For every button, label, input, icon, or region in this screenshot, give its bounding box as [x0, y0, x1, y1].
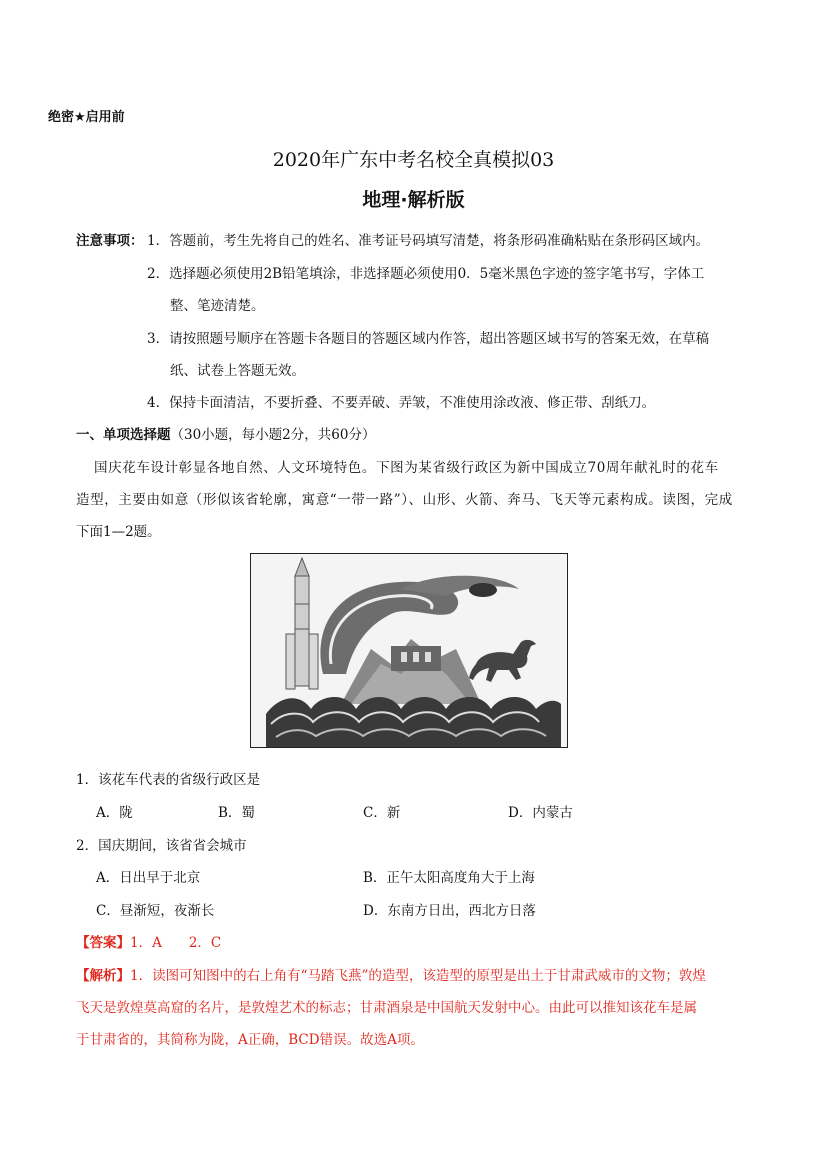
analysis-label: 【解析】: [76, 968, 130, 984]
question-2-option-a: A．日出早于北京: [96, 870, 201, 886]
page-subtitle: 地理·解析版: [362, 189, 465, 211]
note-item-4: 4．保持卡面清洁，不要折叠、不要弄破、弄皱，不准使用涂改液、修正带、刮纸刀。: [147, 395, 656, 411]
intro-line-1: 国庆花车设计彰显各地自然、人文环境特色。下图为某省级行政区为新中国成立70周年献礼时的花车: [94, 460, 719, 476]
page-title: 2020年广东中考名校全真模拟03: [272, 149, 555, 171]
section-heading-title: 一、单项选择题: [76, 427, 171, 443]
section-heading-note: （30小题，每小题2分，共60分）: [170, 427, 376, 443]
intro-line-2: 造型，主要由如意（形似该省轮廓，寓意“一带一路”）、山形、火箭、奔马、飞天等元素构成。读图，完成: [76, 492, 733, 508]
question-1-option-b: B．蜀: [218, 805, 255, 821]
parade-float-image: [250, 553, 568, 748]
note-item-2-cont: 整、笔迹清楚。: [170, 298, 265, 314]
analysis-line-1: [76, 964, 706, 984]
note-item-3-cont: 纸、试卷上答题无效。: [170, 363, 305, 379]
question-1-stem: 1．该花车代表的省级行政区是: [76, 772, 261, 788]
intro-line-3: 下面1—2题。: [76, 524, 161, 540]
analysis-line-2: 飞天是敦煌莫高窟的名片，是敦煌艺术的标志；甘肃酒泉是中国航天发射中心。由此可以推知该花车是属: [76, 1000, 697, 1016]
notes-label: 注意事项：: [76, 233, 144, 249]
note-item-2: 2．选择题必须使用2B铅笔填涂，非选择题必须使用0．5毫米黑色字迹的签字笔书写，字体工: [147, 266, 705, 282]
question-2-option-c: C．昼渐短，夜渐长: [96, 903, 215, 919]
question-1-option-c: C．新: [363, 805, 401, 821]
answer-text: 1．A 2．C: [130, 935, 222, 951]
question-1-option-d: D．内蒙古: [508, 805, 573, 821]
question-2-option-b: B．正午太阳高度角大于上海: [363, 870, 535, 886]
analysis-line-3: 于甘肃省的，其简称为陇，A正确，BCD错误。故选A项。: [76, 1032, 424, 1048]
secret-label: 绝密★启用前: [48, 110, 125, 125]
answer-line: [76, 931, 221, 951]
note-item-1: 1．答题前，考生先将自己的姓名、准考证号码填写清楚，将条形码准确粘贴在条形码区域内。: [147, 233, 710, 249]
answer-label: 【答案】: [76, 935, 130, 951]
question-1-option-a: A．陇: [96, 805, 133, 821]
question-2-stem: 2．国庆期间，该省省会城市: [76, 838, 247, 854]
parade-float-illustration: [251, 554, 567, 747]
analysis-text-1: 1．读图可知图中的右上角有“马踏飞燕”的造型，该造型的原型是出土于甘肃武威市的文物；敦煌: [130, 968, 706, 984]
section-heading: [76, 423, 375, 443]
question-2-option-d: D．东南方日出，西北方日落: [363, 903, 536, 919]
note-item-3: 3．请按照题号顺序在答题卡各题目的答题区域内作答，超出答题区域书写的答案无效，在草稿: [147, 331, 710, 347]
